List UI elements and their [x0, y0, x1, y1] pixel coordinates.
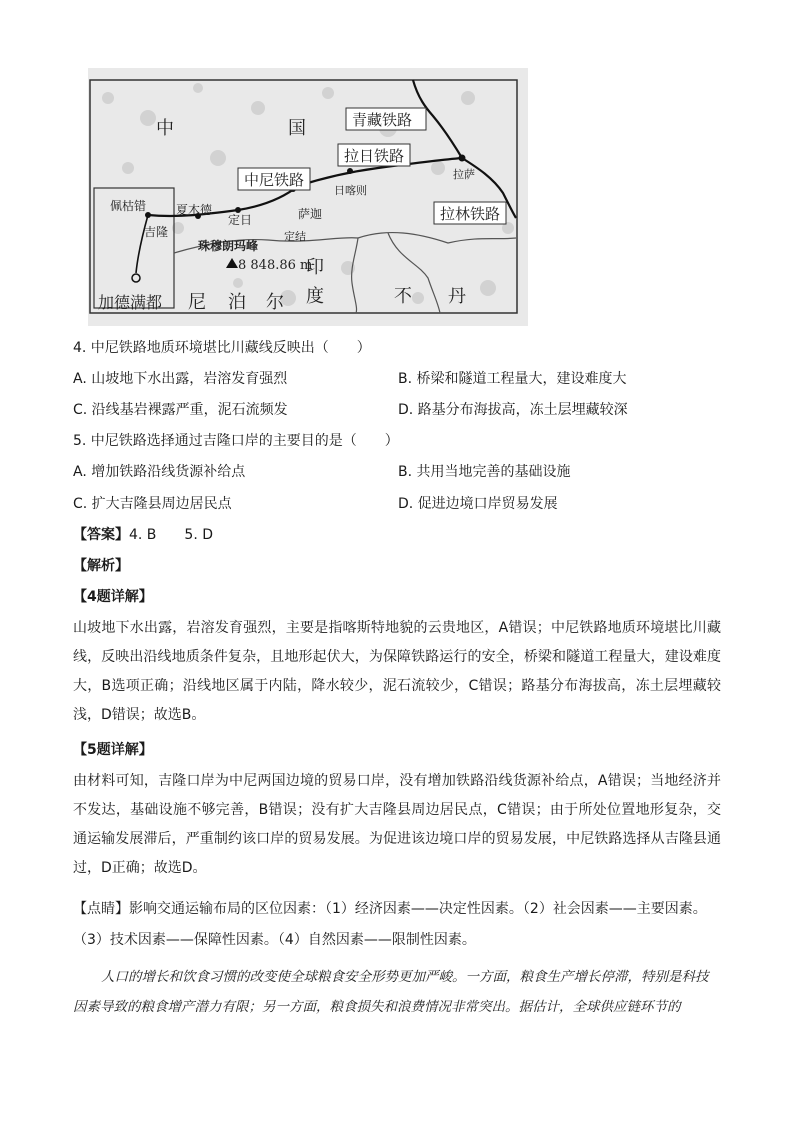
label-zhongni: 中尼铁路 [244, 171, 305, 189]
label-sajia: 萨迦 [298, 207, 323, 221]
q5-option-c: C. 扩大吉隆县周边居民点 [73, 496, 232, 512]
q5-stem: 5. 中尼铁路选择通过吉隆口岸的主要目的是（ ） [73, 433, 399, 449]
label-bhutan-2: 丹 [448, 286, 466, 307]
q4-stem: 4. 中尼铁路地质环境堪比川藏线反映出（ ） [73, 340, 371, 356]
label-xiamude: 夏木德 [176, 203, 213, 217]
label-peikucuo: 佩枯错 [110, 199, 147, 213]
lasa-dot [459, 155, 466, 162]
label-india-1: 印 [306, 257, 324, 278]
label-height: 8 848.86 m [238, 258, 313, 273]
q4-option-b: B. 桥梁和隧道工程量大，建设难度大 [398, 371, 627, 387]
label-nepal-1: 尼 [188, 292, 206, 313]
analysis-heading: 【解析】 [73, 558, 129, 574]
answer-tag: 【答案】 [73, 527, 129, 543]
detail4-heading: 【4题详解】 [73, 589, 153, 605]
label-dingjie: 定结 [284, 230, 306, 243]
label-lasa: 拉萨 [453, 168, 475, 181]
detail5-heading: 【5题详解】 [73, 742, 153, 758]
label-qingzang: 青藏铁路 [352, 111, 413, 129]
label-nepal-3: 尔 [266, 292, 284, 313]
material-text: 人口的增长和饮食习惯的改变使全球粮食安全形势更加严峻。一方面，粮食生产增长停滞，特别是科技因素导致的粮食增产潜力有限；另一方面，粮食损失和浪费情况非常突出。据估计，全球供应链环节的 [73, 969, 709, 1015]
rikaze-dot [347, 168, 353, 174]
q4-option-c: C. 沿线基岩裸露严重，泥石流频发 [73, 402, 288, 418]
q4-option-d: D. 路基分布海拔高，冻土层埋藏较深 [398, 402, 628, 418]
label-dingri: 定日 [228, 213, 253, 227]
answer-text: 4. B 5. D [129, 527, 213, 543]
q5-option-a: A. 增加铁路沿线货源补给点 [73, 464, 246, 480]
q5-option-b: B. 共用当地完善的基础设施 [398, 464, 571, 480]
label-india-2: 度 [306, 286, 324, 307]
label-kathmandu: 加德满都 [98, 293, 163, 312]
label-nepal-2: 泊 [228, 292, 246, 313]
answer-line [73, 525, 213, 545]
tip-line-1: 【点睛】影响交通运输布局的区位因素：（1）经济因素——决定性因素。（2）社会因素——主要因素。 [73, 901, 707, 917]
label-everest: 珠穆朗玛峰 [198, 239, 259, 253]
label-guo: 国 [288, 118, 306, 139]
railway-map [88, 68, 528, 326]
label-jilong: 吉隆 [144, 225, 169, 239]
label-china: 中 [156, 118, 174, 139]
label-rikaze: 日喀则 [334, 184, 367, 197]
q4-option-a: A. 山坡地下水出露，岩溶发育强烈 [73, 371, 288, 387]
detail5-body: 由材料可知，吉隆口岸为中尼两国边境的贸易口岸，没有增加铁路沿线货源补给点，A错误；当地经济并不发达，基础设施不够完善，B错误；没有扩大吉隆县周边居民点，C错误；由于所处位置地形复杂，交通运输发展滞后，严重制约该口岸的贸易发展。为促进该边境口岸的贸易发展，中尼铁路选择从吉隆县通过，D正确；故选D。 [73, 773, 721, 876]
label-lari: 拉日铁路 [344, 147, 405, 165]
tip-line-2: （3）技术因素——保障性因素。（4）自然因素——限制性因素。 [73, 932, 476, 948]
label-bhutan-1: 不 [394, 286, 412, 307]
q5-option-d: D. 促进边境口岸贸易发展 [398, 496, 558, 512]
label-lalin: 拉林铁路 [440, 205, 501, 223]
detail4-body: 山坡地下水出露，岩溶发育强烈，主要是指喀斯特地貌的云贵地区，A错误；中尼铁路地质环境堪比川藏线，反映出沿线地质条件复杂，且地形起伏大，为保障铁路运行的安全，桥梁和隧道工程量大，建设难度大，B选项正确；沿线地区属于内陆，降水较少，泥石流较少，C错误；路基分布海拔高，冻土层埋藏较浅，D错误；故选B。 [73, 620, 721, 723]
